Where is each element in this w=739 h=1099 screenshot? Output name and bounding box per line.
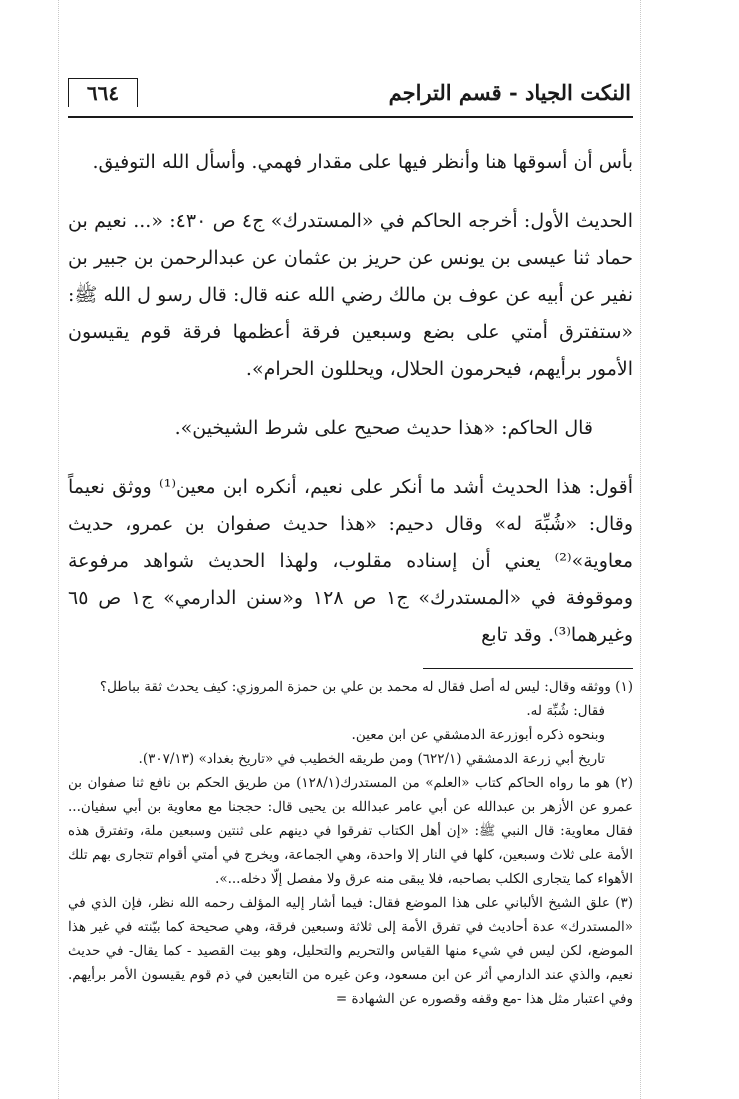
footnote: (٢) هو ما رواه الحاكم كتاب «العلم» من المستدرك(١٢٨/١) من طريق الحكم بن نافع ثنا صفوان بن عمرو عن الأزهر بن عبدالله عن أبي عامر عبدالله بن يحيى قال: حججنا مع معاوية بن أبي سفيان... فقال معاوية: قال النبي ﷺ: «إن أهل الكتاب تفرقوا في دينهم على ثنتين وسبعين ملة، وتفترق هذه الأمة على ثلاث وسبعين، كلها في النار إلا واحدة، وهي الجماعة، ويخرج في أمتي أقوام تتجارى بهم تلك الأهواء كما يتجارى الكلب بصاحبه، فلا يبقى منه عرق ولا مفصل إلّا دخله...». [68,775,633,887]
page-number: ٦٦٤ [68,78,138,107]
main-text [68,144,633,654]
footnote-line: وبنحوه ذكره أبوزرعة الدمشقي عن ابن معين. [351,727,605,743]
footnote-line: فقال: شُبِّهَ له. [526,703,605,719]
paragraph: الحديث الأول: أخرجه الحاكم في «المستدرك» ج٤ ص ٤٣٠: «... نعيم بن حماد ثنا عيسى بن يونس عن حريز بن عثمان عن عبدالرحمن بن جبير بن نفير عن أبيه عن عوف بن مالك رضي الله عنه قال: قال رسو ل الله ﷺ: «ستفترق أمتي على بضع وسبعين فرقة أعظمها فرقة قوم يقيسون الأمور برأيهم، فيحرمون الحلال، ويحللون الحرام». [68,210,633,380]
scan-guide-line [58,0,59,1099]
footnotes [68,675,633,1011]
running-header [68,70,633,118]
paragraph: أقول: هذا الحديث أشد ما أنكر على نعيم، أنكره ابن معين⁽¹⁾ ووثق نعيماً وقال: «شُبِّهَ له» وقال دحيم: «هذا حديث صفوان بن عمرو، حديث معاوية»⁽²⁾ يعني أن إسناده مقلوب، ولهذا الحديث شواهد مرفوعة وموقوفة في «المستدرك» ج١ ص ١٢٨ و«سنن الدارمي» ج١ ص ٦٥ وغيرهما⁽³⁾. وقد تابع [68,476,633,646]
footnote: (١) ووثقه وقال: ليس له أصل فقال له محمد بن علي بن حمزة المروزي: كيف يحدث ثقة بباطل؟ [99,679,633,695]
footnote: (٣) علق الشيخ الألباني على هذا الموضع فقال: فيما أشار إليه المؤلف رحمه الله نظر، فإن الذي في «المستدرك» عدة أحاديث في تفرق الأمة إلى ثلاثة وسبعين فرقة، وهي صحيحة كما بيّنته في غير هذا الموضع، لكن ليس في شيء منها القياس والتحريم والتحليل، وهو بيت القصيد - كما يقال- في حديث نعيم، والذي عند الدارمي أثر عن ابن مسعود، وعن غيره من التابعين في ذم قوم يقيسون الأمر برأيهم. وفي اعتبار مثل هذا -مع وقفه وقصوره عن الشهادة = [68,895,633,1007]
scan-guide-line [640,0,641,1099]
footnote-line: تاريخ أبي زرعة الدمشقي (٦٢٢/١) ومن طريقه الخطيب في «تاريخ بغداد» (٣٠٧/١٣). [138,751,605,767]
footnote-separator [423,668,633,669]
paragraph: بأس أن أسوقها هنا وأنظر فيها على مقدار فهمي. وأسأل الله التوفيق. [92,151,633,173]
page-title: النكت الجياد - قسم التراجم [388,80,631,105]
paragraph: قال الحاكم: «هذا حديث صحيح على شرط الشيخين». [174,417,593,439]
book-page [68,70,633,1011]
